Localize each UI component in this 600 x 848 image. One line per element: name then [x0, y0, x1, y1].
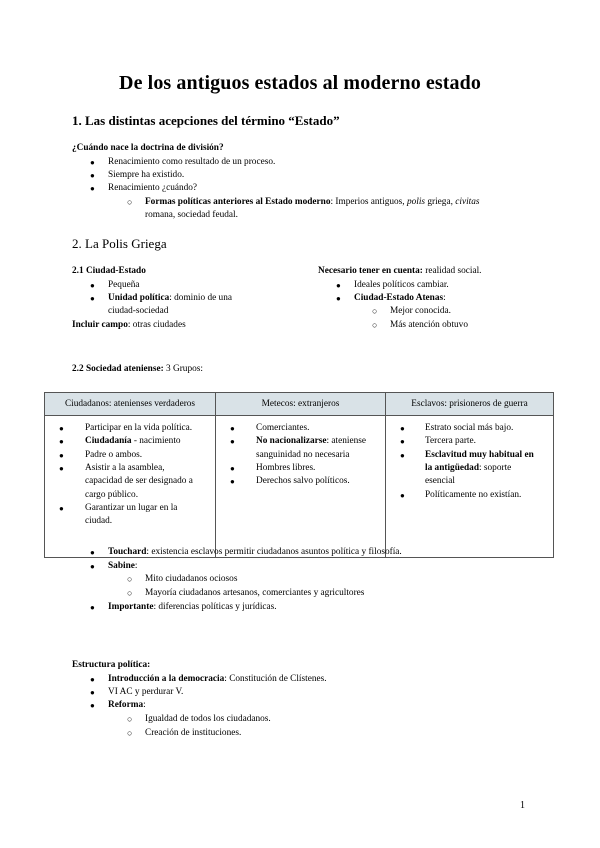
bullet-icon: ● [90, 184, 95, 193]
table-header-metecos: Metecos: extranjeros [216, 393, 386, 416]
cell-item: Garantizar un lugar en la [85, 503, 178, 513]
cell-item: Políticamente no existían. [425, 490, 522, 500]
list-item: Introducción a la democracia: Constitución de Clístenes. [108, 674, 327, 684]
incluir-campo-text: Incluir campo: otras ciudades [72, 320, 186, 330]
bullet-icon: ● [90, 548, 95, 557]
cell-item: Participar en la vida política. [85, 423, 193, 433]
circle-bullet-icon: ○ [127, 714, 133, 724]
bullet-icon: ● [59, 424, 64, 433]
circle-bullet-icon: ○ [127, 197, 133, 207]
bullet-icon: ● [230, 437, 235, 446]
cell-item-continued: cargo público. [85, 490, 139, 500]
bullet-icon: ● [59, 437, 64, 446]
circle-bullet-icon: ○ [372, 320, 378, 330]
list-item: Importante: diferencias políticas y jurídicas. [108, 602, 277, 612]
section-1-subheading: ¿Cuándo nace la doctrina de división? [72, 143, 224, 153]
bullet-icon: ● [90, 688, 95, 697]
cell-item: Asistir a la asamblea, [85, 463, 165, 473]
bullet-icon: ● [90, 701, 95, 710]
cell-item: No nacionalizarse: ateniense [256, 436, 366, 446]
cell-item: Padre o ambos. [85, 450, 143, 460]
bullet-icon: ● [59, 464, 64, 473]
ciudad-estado-heading: 2.1 Ciudad-Estado [72, 266, 146, 276]
section-1-heading: 1. Las distintas acepciones del término “Estado” [72, 113, 340, 128]
cell-item: Ciudadanía - nacimiento [85, 436, 181, 446]
cell-item: Estrato social más bajo. [425, 423, 514, 433]
bullet-icon: ● [90, 675, 95, 684]
bullet-icon: ● [400, 491, 405, 500]
bullet-icon: ● [230, 477, 235, 486]
table-cell-esclavos [386, 416, 554, 558]
bullet-icon: ● [336, 281, 341, 290]
cell-item-continued: capacidad de ser designado a [85, 476, 193, 486]
bullet-icon: ● [400, 424, 405, 433]
sub-list-item: Mayoría ciudadanos artesanos, comerciantes y agricultores [145, 588, 365, 598]
list-item: VI AC y perdurar V. [108, 687, 184, 697]
section-2-heading: 2. La Polis Griega [72, 236, 167, 251]
bullet-icon: ● [336, 294, 341, 303]
sub-list-item: Igualdad de todos los ciudadanos. [145, 714, 271, 724]
bullet-icon: ● [230, 464, 235, 473]
bullet-icon: ● [90, 294, 95, 303]
bullet-icon: ● [90, 603, 95, 612]
circle-bullet-icon: ○ [372, 306, 378, 316]
cell-item: Hombres libres. [256, 463, 316, 473]
sub-list-item: Creación de instituciones. [145, 728, 242, 738]
list-item: Pequeña [108, 280, 140, 290]
cell-item: Tercera parte. [425, 436, 476, 446]
table-cell-metecos [216, 416, 386, 558]
cell-item-continued: sanguinidad no necesaria [256, 450, 350, 460]
bullet-icon: ● [90, 562, 95, 571]
list-item: Siempre ha existido. [108, 170, 185, 180]
bullet-icon: ● [230, 424, 235, 433]
list-item: Reforma: [108, 700, 146, 710]
cell-item: Comerciantes. [256, 423, 310, 433]
estructura-heading: Estructura política: [72, 660, 151, 670]
list-item: Renacimiento como resultado de un proceso. [108, 157, 276, 167]
circle-bullet-icon: ○ [127, 728, 133, 738]
necesario-heading: Necesario tener en cuenta: realidad social. [318, 266, 482, 276]
list-item: Ideales políticos cambiar. [354, 280, 449, 290]
sub-list-item: Mito ciudadanos ociosos [145, 574, 238, 584]
table-header-esclavos: Esclavos: prisioneros de guerra [386, 393, 554, 416]
cell-item-continued: ciudad. [85, 516, 113, 526]
circle-bullet-icon: ○ [127, 588, 133, 598]
table-header-ciudadanos: Ciudadanos: atenienses verdaderos [45, 393, 216, 416]
bullet-icon: ● [59, 451, 64, 460]
sub-list-item-continued: romana, sociedad feudal. [145, 210, 238, 220]
cell-item: Esclavitud muy habitual en [425, 450, 534, 460]
list-item: Touchard: existencia esclavos permitir ciudadanos asuntos política y filosofía. [108, 547, 402, 557]
bullet-icon: ● [90, 171, 95, 180]
list-item: Unidad política: dominio de una [108, 293, 232, 303]
circle-bullet-icon: ○ [127, 574, 133, 584]
list-item-continued: ciudad-sociedad [108, 306, 169, 316]
cell-item: Derechos salvo políticos. [256, 476, 350, 486]
sub-list-item: Formas políticas anteriores al Estado moderno: Imperios antiguos, polis griega, civitas [145, 197, 480, 207]
list-item: Sabine: [108, 561, 138, 571]
table-cell-ciudadanos [45, 416, 216, 558]
sub-list-item: Más atención obtuvo [390, 320, 468, 330]
bullet-icon: ● [90, 281, 95, 290]
bullet-icon: ● [90, 158, 95, 167]
document-title: De los antiguos estados al moderno estado [119, 72, 481, 94]
list-item: Ciudad-Estado Atenas: [354, 293, 446, 303]
cell-item-continued: esencial [425, 476, 455, 486]
bullet-icon: ● [400, 437, 405, 446]
sociedad-ateniense-heading: 2.2 Sociedad ateniense: 3 Grupos: [72, 364, 203, 374]
cell-item-continued: la antigüedad: soporte [425, 463, 512, 473]
page-number: 1 [520, 800, 525, 811]
sub-list-item: Mejor conocida. [390, 306, 451, 316]
bullet-icon: ● [400, 451, 405, 460]
list-item: Renacimiento ¿cuándo? [108, 183, 198, 193]
groups-table [44, 392, 554, 558]
bullet-icon: ● [59, 504, 64, 513]
